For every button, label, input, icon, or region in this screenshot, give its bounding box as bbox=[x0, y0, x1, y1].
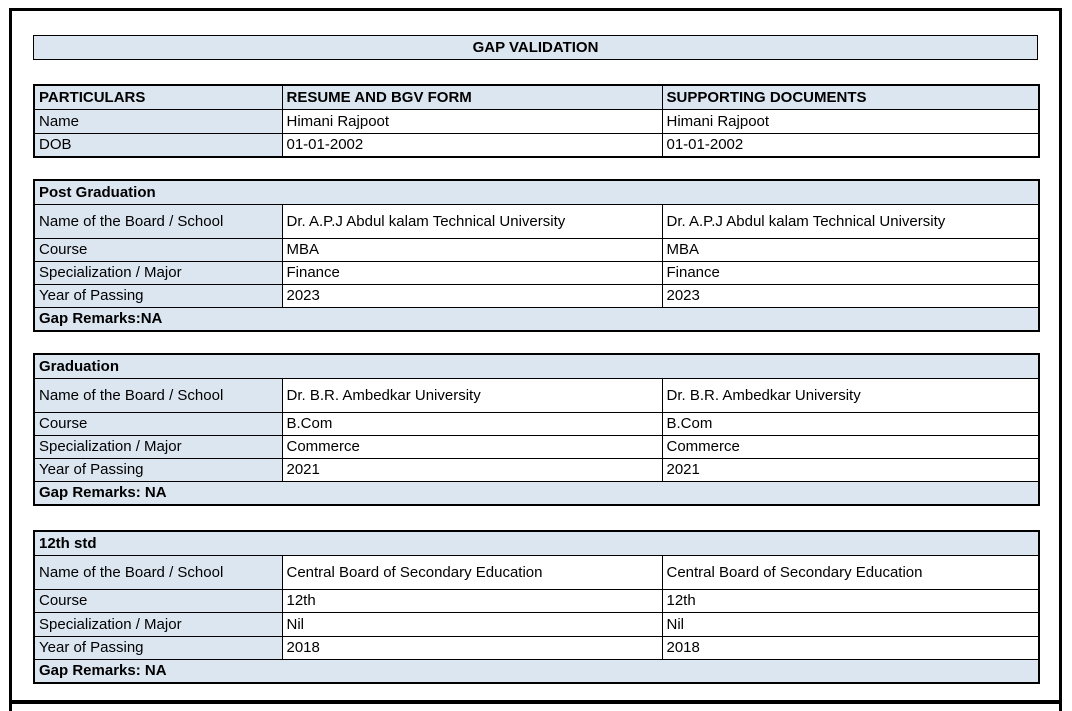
table-row-name bbox=[34, 109, 1039, 133]
supporting-value: Central Board of Secondary Education bbox=[662, 555, 1039, 589]
table-row-year-of-passing bbox=[34, 284, 1039, 307]
row-label: Course bbox=[34, 412, 282, 435]
table-row-course bbox=[34, 238, 1039, 261]
document-title-bar bbox=[33, 35, 1038, 60]
supporting-value: Finance bbox=[662, 261, 1039, 284]
column-header-supporting-docs: SUPPORTING DOCUMENTS bbox=[662, 85, 1039, 109]
section-table-12th-std bbox=[33, 530, 1040, 684]
table-row-course bbox=[34, 589, 1039, 612]
gap-remarks: Gap Remarks: NA bbox=[34, 659, 1039, 683]
section-title: Post Graduation bbox=[34, 180, 1039, 204]
gap-remarks: Gap Remarks: NA bbox=[34, 481, 1039, 505]
supporting-value: 12th bbox=[662, 589, 1039, 612]
supporting-value: 2023 bbox=[662, 284, 1039, 307]
resume-value: Dr. B.R. Ambedkar University bbox=[282, 378, 662, 412]
page-frame-bottom-border bbox=[9, 700, 1062, 704]
row-label: Specialization / Major bbox=[34, 261, 282, 284]
gap-remarks-row bbox=[34, 481, 1039, 505]
resume-value: 12th bbox=[282, 589, 662, 612]
table-row-specialization bbox=[34, 261, 1039, 284]
supporting-value: Commerce bbox=[662, 435, 1039, 458]
resume-value: Nil bbox=[282, 612, 662, 636]
table-header-row bbox=[34, 85, 1039, 109]
resume-value: Central Board of Secondary Education bbox=[282, 555, 662, 589]
supporting-value: MBA bbox=[662, 238, 1039, 261]
row-label: Year of Passing bbox=[34, 636, 282, 659]
resume-value: Himani Rajpoot bbox=[282, 109, 662, 133]
gap-remarks-row bbox=[34, 307, 1039, 331]
resume-value: 2021 bbox=[282, 458, 662, 481]
resume-value: 2018 bbox=[282, 636, 662, 659]
supporting-value: Dr. A.P.J Abdul kalam Technical University bbox=[662, 204, 1039, 238]
gap-remarks: Gap Remarks:NA bbox=[34, 307, 1039, 331]
page-title: GAP VALIDATION bbox=[472, 39, 599, 56]
supporting-value: B.Com bbox=[662, 412, 1039, 435]
resume-value: Dr. A.P.J Abdul kalam Technical University bbox=[282, 204, 662, 238]
section-table-post-graduation bbox=[33, 179, 1040, 332]
supporting-value: Dr. B.R. Ambedkar University bbox=[662, 378, 1039, 412]
row-label: Specialization / Major bbox=[34, 612, 282, 636]
resume-value: B.Com bbox=[282, 412, 662, 435]
row-label: Year of Passing bbox=[34, 284, 282, 307]
table-row-year-of-passing bbox=[34, 458, 1039, 481]
section-header-row bbox=[34, 354, 1039, 378]
resume-value: Commerce bbox=[282, 435, 662, 458]
supporting-value: Himani Rajpoot bbox=[662, 109, 1039, 133]
table-row-specialization bbox=[34, 612, 1039, 636]
row-label: Course bbox=[34, 589, 282, 612]
section-header-row bbox=[34, 531, 1039, 555]
section-title: 12th std bbox=[34, 531, 1039, 555]
row-label: Year of Passing bbox=[34, 458, 282, 481]
row-label: Name of the Board / School bbox=[34, 378, 282, 412]
row-label: Specialization / Major bbox=[34, 435, 282, 458]
resume-value: 2023 bbox=[282, 284, 662, 307]
row-label: Name of the Board / School bbox=[34, 204, 282, 238]
row-label: Course bbox=[34, 238, 282, 261]
row-label: DOB bbox=[34, 133, 282, 157]
section-table-graduation bbox=[33, 353, 1040, 506]
gap-remarks-row bbox=[34, 659, 1039, 683]
section-header-row bbox=[34, 180, 1039, 204]
supporting-value: 2018 bbox=[662, 636, 1039, 659]
table-row-board bbox=[34, 204, 1039, 238]
row-label: Name of the Board / School bbox=[34, 555, 282, 589]
table-row-course bbox=[34, 412, 1039, 435]
table-row-year-of-passing bbox=[34, 636, 1039, 659]
supporting-value: 2021 bbox=[662, 458, 1039, 481]
personal-info-table bbox=[33, 84, 1040, 158]
table-row-specialization bbox=[34, 435, 1039, 458]
table-row-board bbox=[34, 555, 1039, 589]
column-header-particulars: PARTICULARS bbox=[34, 85, 282, 109]
supporting-value: Nil bbox=[662, 612, 1039, 636]
resume-value: MBA bbox=[282, 238, 662, 261]
supporting-value: 01-01-2002 bbox=[662, 133, 1039, 157]
table-row-board bbox=[34, 378, 1039, 412]
resume-value: Finance bbox=[282, 261, 662, 284]
resume-value: 01-01-2002 bbox=[282, 133, 662, 157]
row-label: Name bbox=[34, 109, 282, 133]
column-header-resume-bgv: RESUME AND BGV FORM bbox=[282, 85, 662, 109]
section-title: Graduation bbox=[34, 354, 1039, 378]
table-row-dob bbox=[34, 133, 1039, 157]
